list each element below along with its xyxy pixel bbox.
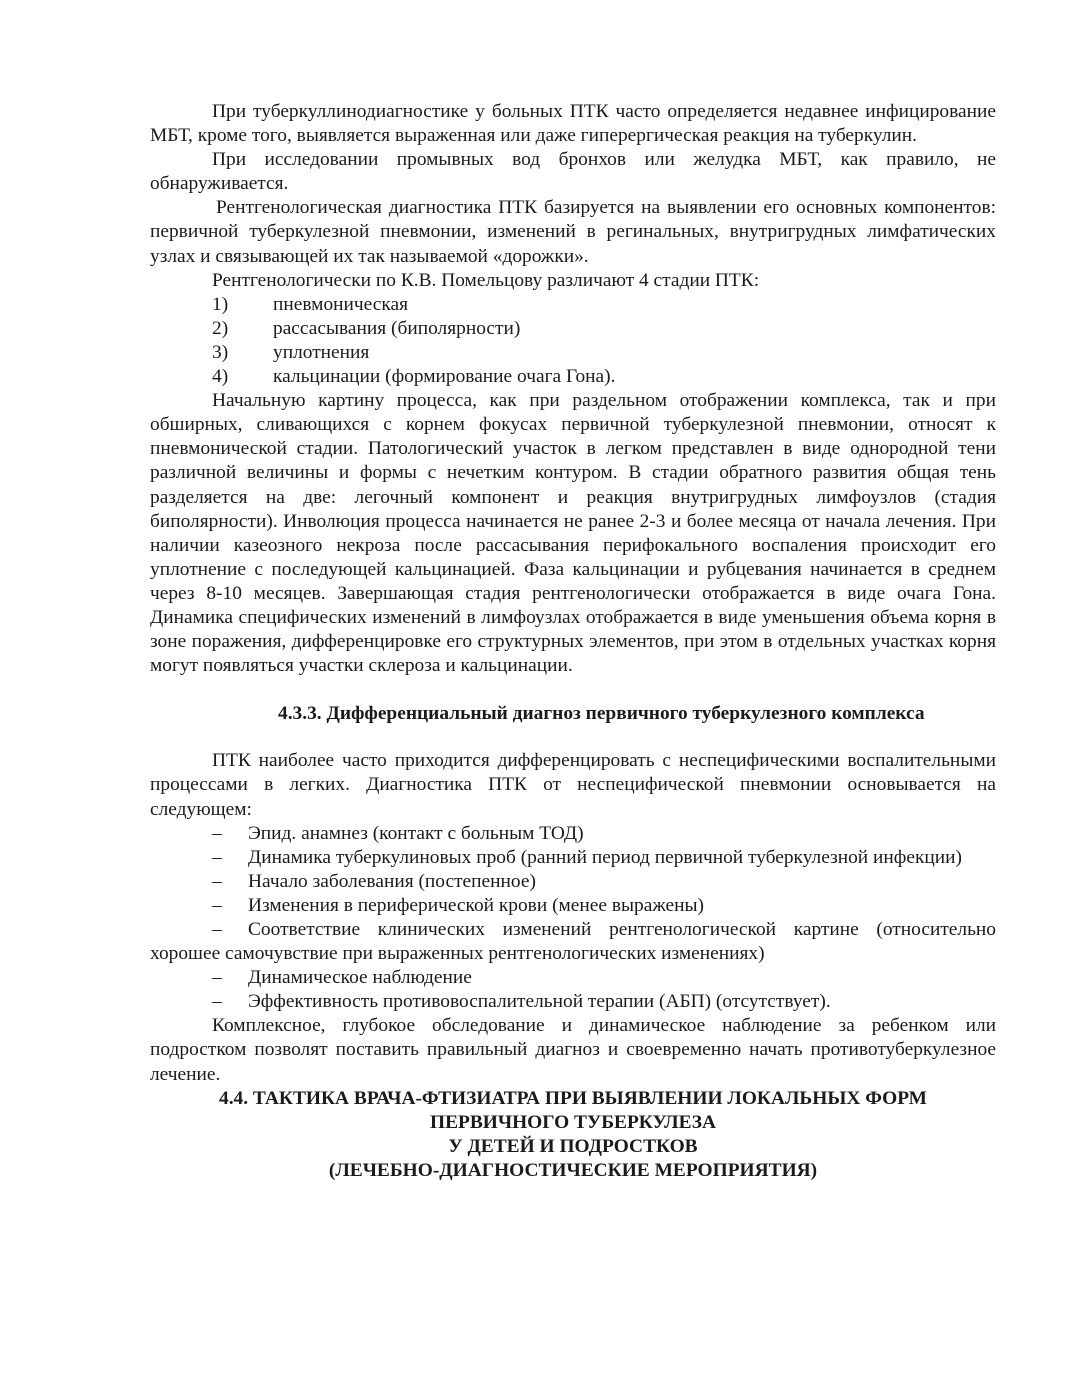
- list-dash: –: [212, 919, 222, 940]
- list-dash: –: [212, 894, 222, 916]
- list-item-text: Динамическое наблюдение: [248, 967, 472, 989]
- list-item-text: уплотнения: [273, 341, 370, 363]
- list-item: [150, 966, 996, 990]
- paragraph-tuberculin-diagnostics: При туберкуллинодиагностике у больных ПТК часто определяется недавнее инфицирование МБТ, кроме того, выявляется выраженная или даже гиперергическая реакция на туберкулин.: [150, 101, 996, 147]
- list-item-text: Эффективность противовоспалительной терапии (АБП) (отсутствует).: [248, 991, 831, 1013]
- list-number: 1): [212, 293, 229, 315]
- stages-list: [150, 293, 996, 389]
- paragraph-stages-detail: Начальную картину процесса, как при раздельном отображении комплекса, так и при обширных, сливающихся с корнем фокусах первичной туберкулезной пневмонии, относят к пневмонической стадии. Патологический участок в легком представлен в виде однородной тени различной величины и формы с нечетким контуром. В стадии обратного развития общая тень разделяется на две: легочный компонент и реакция внутригрудных лимфоузлов (стадия биполярности). Инволюция процесса начинается не ранее 2-3 и более месяца от начала лечения. При наличии казеозного некроза после рассасывания перифокального воспаления происходит его уплотнение с последующей кальцинацией. Фаза кальцинации и рубцевания начинается в среднем через 8-10 месяцев. Завершающая стадия рентгенологически отображается в виде очага Гона. Динамика специфических изменений в лимфоузлах отображается в виде уменьшения объема корня в зоне поражения, дифференцировке его структурных элементов, при этом в отдельных участках корня могут появляться участки склероза и кальцинации.: [150, 390, 996, 677]
- list-item-text: Эпид. анамнез (контакт с больным ТОД): [248, 822, 584, 844]
- list-item: [150, 365, 996, 389]
- paragraph-bronchial-lavage: При исследовании промывных вод бронхов или желудка МБТ, как правило, не обнаруживается.: [150, 149, 996, 195]
- section-heading-tactics: [150, 1087, 996, 1183]
- paragraph-differential-intro: ПТК наиболее часто приходится дифференцировать с неспецифическими воспалительными процессами в легких. Диагностика ПТК от неспецифической пневмонии основывается на следующем:: [150, 750, 996, 820]
- list-item: [150, 894, 996, 918]
- list-item: [150, 846, 996, 870]
- section-heading-line: ПЕРВИЧНОГО ТУБЕРКУЛЕЗА: [429, 1111, 717, 1133]
- list-dash: –: [212, 822, 222, 844]
- list-number: 2): [212, 317, 229, 339]
- list-item: [150, 990, 996, 1014]
- list-dash: –: [212, 846, 222, 868]
- criteria-list: [150, 822, 996, 1015]
- list-item-text: Динамика туберкулиновых проб (ранний период первичной туберкулезной инфекции): [248, 846, 962, 868]
- section-heading-line: У ДЕТЕЙ И ПОДРОСТКОВ: [448, 1135, 698, 1157]
- list-item-text: Начало заболевания (постепенное): [248, 870, 536, 892]
- list-item-text: рассасывания (биполярности): [273, 317, 521, 339]
- list-item: [150, 918, 996, 966]
- list-item: [150, 870, 996, 894]
- list-number: 4): [212, 366, 229, 388]
- list-item: [150, 293, 996, 317]
- section-heading-line: 4.4. ТАКТИКА ВРАЧА-ФТИЗИАТРА ПРИ ВЫЯВЛЕНИИ ЛОКАЛЬНЫХ ФОРМ: [219, 1087, 927, 1109]
- subheading-differential-diagnosis: 4.3.3. Дифференциальный диагноз первичного туберкулезного комплекса: [278, 703, 925, 725]
- list-item-text: пневмоническая: [273, 293, 409, 315]
- list-item: [150, 341, 996, 365]
- list-dash: –: [212, 967, 222, 989]
- list-dash: –: [212, 870, 222, 892]
- paragraph-stages-intro: Рентгенологически по К.В. Помельцову различают 4 стадии ПТК:: [212, 269, 760, 291]
- list-item-text: кальцинации (формирование очага Гона).: [273, 366, 616, 388]
- paragraph-conclusion: Комплексное, глубокое обследование и динамическое наблюдение за ребенком или подростком позволят поставить правильный диагноз и своевременно начать противотуберкулезное лечение.: [150, 1015, 996, 1085]
- document-page: [150, 100, 996, 1183]
- list-item: [150, 317, 996, 341]
- section-heading-line: (ЛЕЧЕБНО-ДИАГНОСТИЧЕСКИЕ МЕРОПРИЯТИЯ): [328, 1159, 818, 1181]
- list-item: [150, 822, 996, 846]
- list-item-text: Изменения в периферической крови (менее выражены): [248, 894, 704, 916]
- list-dash: –: [212, 991, 222, 1013]
- list-item-text: Соответствие клинических изменений рентгенологической картине (относительно хорошее самочувствие при выраженных рентгенологических изменениях): [150, 919, 996, 965]
- paragraph-radiological-diagnostics: Рентгенологическая диагностика ПТК базируется на выявлении его основных компонентов: первичной туберкулезной пневмонии, изменений в регинальных, внутригрудных лимфатических узлах и связывающей их так называемой «дорожки».: [150, 197, 996, 267]
- list-number: 3): [212, 341, 229, 363]
